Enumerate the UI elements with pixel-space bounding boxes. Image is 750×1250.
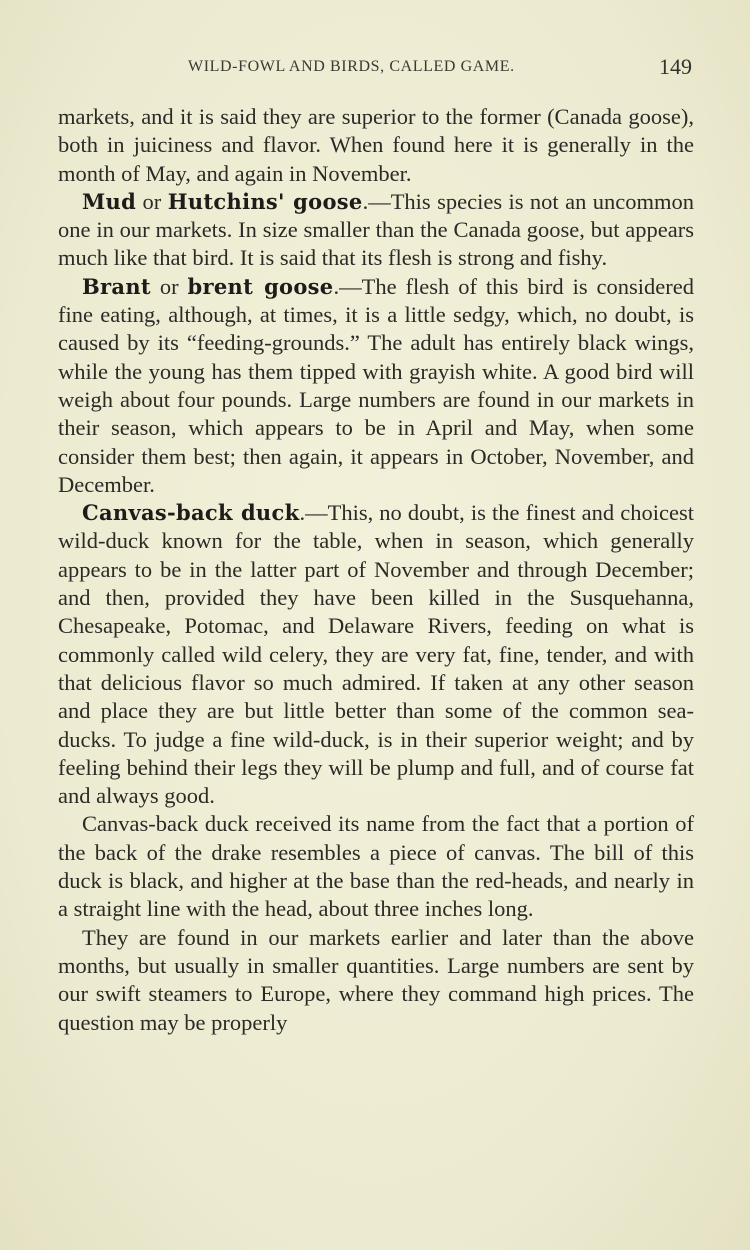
term-brent-goose: brent goose <box>187 273 334 299</box>
paragraph-continuation <box>58 103 694 188</box>
paragraph-text: Canvas-back duck received its name from the fact that a portion of the back of the drake resembles a piece of canvas. The bill of this duck is black, and higher at the base than the red-heads, and nearly in a straight line with the head, about three inches long. <box>58 811 694 922</box>
term-canvas-back-duck: Canvas-back duck <box>82 500 300 526</box>
term-hutchins-goose: Hutchins' goose <box>167 188 363 214</box>
running-head <box>58 54 694 84</box>
term-conjunction: or <box>136 188 168 214</box>
paragraph-canvas-back-duck <box>58 499 694 810</box>
term-brant: Brant <box>82 273 151 299</box>
paragraph-canvas-name <box>58 810 694 923</box>
paragraph-text: markets, and it is said they are superior to the former (Canada goose), both in juiciness and flavor. When found here it is generally in the month of May, and again in November. <box>58 104 694 186</box>
term-conjunction: or <box>150 273 188 299</box>
paragraph-brant-goose <box>58 273 694 499</box>
body-text <box>58 103 694 1037</box>
running-title: WILD-FOWL AND BIRDS, CALLED GAME. <box>188 58 515 75</box>
term-mud: Mud <box>82 188 137 214</box>
paragraph-text: .—The flesh of this bird is considered fine eating, although, at times, it is a little sedgy, which, no doubt, is caused by its “feeding-grounds.” The adult has entirely black wings, while the young has them tipped with grayish white. A good bird will weigh about four pounds. Large numbers are found in our markets in their season, which appears to be in April and May, when some consider them best; then again, it appears in October, November, and December. <box>58 273 694 497</box>
paragraph-markets <box>58 924 694 1037</box>
page-number: 149 <box>659 54 692 79</box>
paragraph-mud-goose <box>58 188 694 273</box>
paragraph-text: .—This, no doubt, is the finest and choicest wild-duck known for the table, when in season, which generally appears to be in the latter part of November and through December; and then, provided they have been killed in the Susquehanna, Chesapeake, Potomac, and Delaware Rivers, feeding on what is commonly called wild celery, they are very fat, fine, tender, and with that delicious flavor so much admired. If taken at any other season and place they are but little better than some of the common sea-ducks. To judge a fine wild-duck, is in their superior weight; and by feeling behind their legs they will be plump and full, and of course fat and always good. <box>58 500 694 809</box>
paragraph-text: .—This species is not an uncommon one in our markets. In size smaller than the Canada goose, but appears much like that bird. It is said that its flesh is strong and fishy. <box>58 188 694 271</box>
paragraph-text: They are found in our markets earlier and later than the above months, but usually in smaller quantities. Large numbers are sent by our swift steamers to Europe, where they command high prices. The question may be properly <box>58 924 694 1035</box>
